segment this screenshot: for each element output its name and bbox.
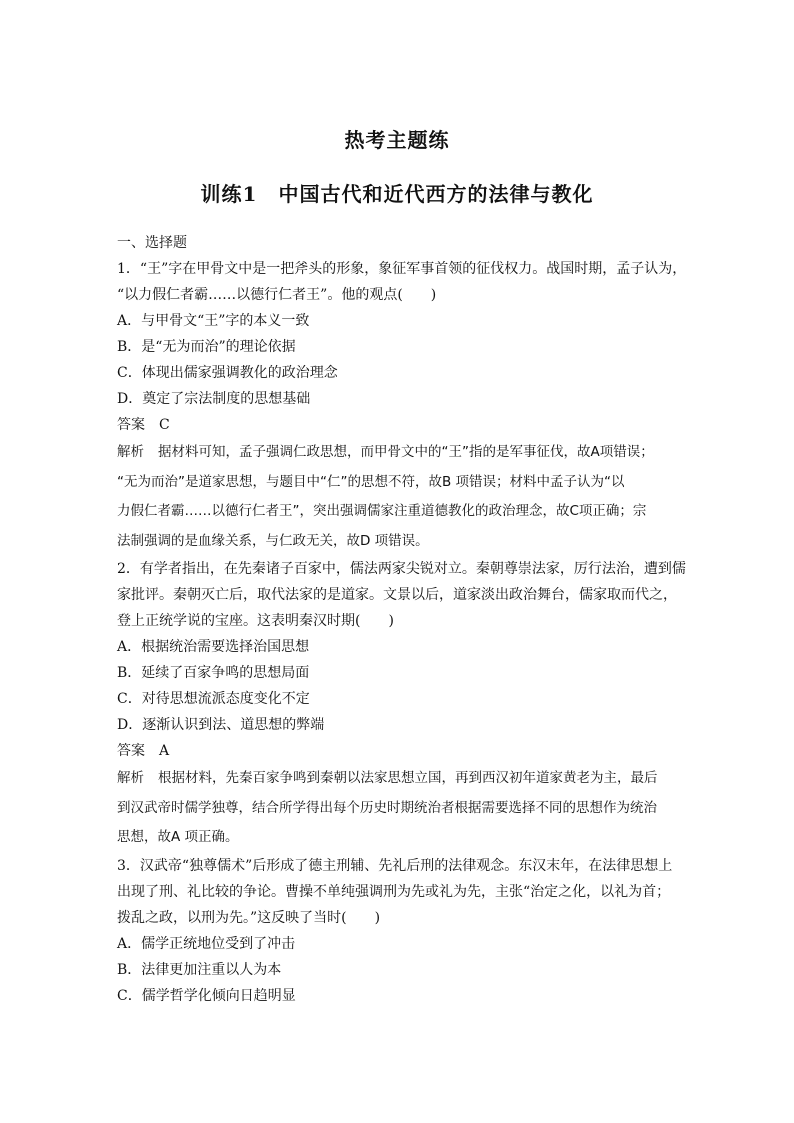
analysis-line xyxy=(117,438,677,468)
option-b: B．法律更加注重以人为本 xyxy=(117,961,282,978)
analysis-line: “无为而治”是道家思想，与题目中“仁”的思想不符，故B 项错误；材料中孟子认为“以 xyxy=(117,473,625,490)
question-stem-line: 家批评。秦朝灭亡后，取代法家的是道家。文景以后，道家淡出政治舞台，儒家取而代之， xyxy=(117,587,677,603)
option-b: B．是“无为而治”的理论依据 xyxy=(117,339,296,355)
analysis-line xyxy=(117,764,677,794)
page-subtitle: 训练1 中国古代和近代西方的法律与教化 xyxy=(200,182,594,206)
question-stem-line: 拨乱之政，以刑为先。”这反映了当时( ) xyxy=(117,909,381,926)
answer-label: 答案 xyxy=(117,743,145,759)
question-stem-line: 1．“王”字在甲骨文中是一把斧头的形象，象征军事首领的征伐权力。战国时期，孟子认为， xyxy=(117,261,687,277)
question-stem-line: 3．汉武帝“独尊儒术”后形成了德主刑辅、先礼后刑的法律观念。东汉末年，在法律思想上 xyxy=(117,857,673,874)
option-d: D．奠定了宗法制度的思想基础 xyxy=(117,391,311,407)
option-a: A．与甲骨文“王”字的本义一致 xyxy=(117,313,310,329)
page-title: 热考主题练 xyxy=(344,128,450,152)
option-a: A．根据统治需要选择治国思想 xyxy=(117,639,310,655)
question-stem-line: 登上正统学说的宝座。这表明秦汉时期( ) xyxy=(117,613,394,629)
document-body xyxy=(117,230,687,1009)
answer-value: C xyxy=(159,417,170,433)
answer-value: A xyxy=(159,743,170,759)
section-heading: 一、选择题 xyxy=(117,235,187,251)
question-3 xyxy=(117,853,677,1009)
answer-line xyxy=(117,412,677,438)
option-b: B．延续了百家争鸣的思想局面 xyxy=(117,665,310,681)
question-1 xyxy=(117,256,687,556)
analysis-line: 法制强调的是血缘关系，与仁政无关，故D 项错误。 xyxy=(117,532,429,549)
analysis-label: 解析 xyxy=(117,770,144,786)
answer-line xyxy=(117,738,677,764)
question-stem-line: 出现了刑、礼比较的争论。曹操不单纯强调刑为先或礼为先，主张“治定之化，以礼为首； xyxy=(117,883,671,900)
analysis-text: 据材料可知，孟子强调仁政思想，而甲骨文中的“王”指的是军事征伐，故A项错误； xyxy=(158,444,654,460)
option-a: A．儒学正统地位受到了冲击 xyxy=(117,935,296,952)
option-d: D．逐渐认识到法、道思想的弊端 xyxy=(117,717,325,733)
question-2 xyxy=(117,556,686,853)
analysis-line: 力假仁者霸……以德行仁者王”，突出强调儒家注重道德教化的政治理念，故C项正确；宗 xyxy=(117,503,647,519)
question-stem-line: 2．有学者指出，在先秦诸子百家中，儒法两家尖锐对立。秦朝尊崇法家，厉行法治，遭到儒 xyxy=(117,561,686,577)
answer-label: 答案 xyxy=(117,417,145,433)
analysis-text: 根据材料，先秦百家争鸣到秦朝以法家思想立国，再到西汉初年道家黄老为主，最后 xyxy=(158,770,658,786)
analysis-label: 解析 xyxy=(117,444,144,460)
analysis-line: 思想，故A 项正确。 xyxy=(117,829,239,845)
option-c: C．体现出儒家强调教化的政治理念 xyxy=(117,365,338,381)
analysis-block xyxy=(117,764,677,853)
question-stem-line: “以力假仁者霸……以德行仁者王”。他的观点( ) xyxy=(117,287,437,303)
option-c: C．儒学哲学化倾向日趋明显 xyxy=(117,987,296,1004)
analysis-block xyxy=(117,438,677,556)
analysis-line: 到汉武帝时儒学独尊，结合所学得出每个历史时期统治者根据需要选择不同的思想作为统治 xyxy=(117,799,657,816)
option-c: C．对待思想流派态度变化不定 xyxy=(117,691,310,707)
